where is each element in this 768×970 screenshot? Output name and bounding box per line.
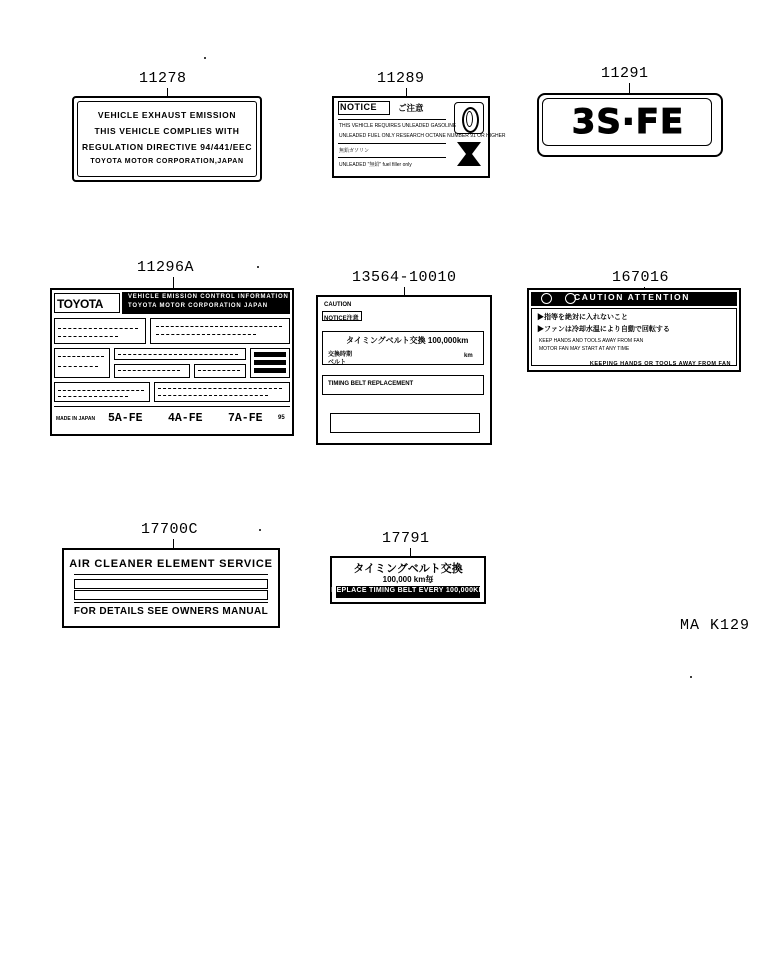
- hose-route: [58, 336, 118, 337]
- part-number-17700C: 17700C: [141, 521, 199, 538]
- label-17791-timing-belt[interactable]: [330, 556, 486, 604]
- barcode-block: [254, 368, 286, 373]
- toyota-brand-text: TOYOTA: [57, 297, 103, 311]
- footer-divider: [54, 406, 290, 407]
- diagram-cell: [150, 318, 290, 344]
- service-row: [74, 590, 268, 600]
- label-text-timing: 交換時期: [328, 352, 353, 358]
- engine-code-7afe: 7A-FE: [228, 412, 263, 425]
- notice-heading: NOTICE: [340, 102, 378, 112]
- timing-belt-title-jp: タイミングベルト交換: [353, 563, 463, 575]
- leader-line-11296A: [173, 277, 174, 288]
- part-number-11296A: 11296A: [137, 259, 195, 276]
- footer-text: KEEPING HANDS OR TOOLS AWAY FROM FAN: [589, 361, 731, 367]
- made-in-japan-text: MADE IN JAPAN: [56, 416, 96, 422]
- label-text-km: km: [464, 353, 473, 359]
- hose-route: [118, 354, 238, 355]
- diagram-cell: [194, 364, 246, 378]
- label-text-notice: NOTICE注意: [324, 316, 359, 322]
- fuel-cap-icon: [454, 102, 484, 134]
- part-number-13564-10010: 13564-10010: [352, 269, 457, 286]
- divider: [338, 119, 446, 120]
- barcode-block: [254, 360, 286, 365]
- timing-belt-distance: 100,000 km毎: [382, 575, 434, 584]
- label-text-line-1: VEHICLE EXHAUST EMISSION: [97, 110, 237, 120]
- year-code: 95: [278, 415, 285, 421]
- emblem-11291-3sfe[interactable]: [537, 93, 719, 153]
- diagram-cell: [54, 382, 150, 402]
- label-text-caution: CAUTION: [324, 302, 352, 308]
- label-text-belt: ベルト: [328, 360, 347, 366]
- divider: [338, 157, 446, 158]
- diagram-cell: [154, 382, 290, 402]
- notice-line-5: UNLEADED "無鉛" fuel filler only: [339, 162, 412, 168]
- caution-line-en-1: KEEP HANDS AND TOOLS AWAY FROM FAN: [539, 338, 644, 344]
- part-number-17791: 17791: [382, 530, 430, 547]
- air-cleaner-footer: FOR DETAILS SEE OWNERS MANUAL: [73, 606, 269, 617]
- speckle: [690, 676, 692, 678]
- speckle: [257, 266, 259, 268]
- leader-line-17791: [410, 548, 411, 556]
- no-leaded-fuel-icon: [454, 138, 482, 170]
- label-text-line-3: REGULATION DIRECTIVE 94/441/EEC: [82, 142, 252, 152]
- caution-line-jp-1: ▶指等を絶対に入れないこと: [537, 314, 628, 321]
- label-13564-timing-belt[interactable]: [316, 295, 492, 445]
- hose-route: [198, 370, 240, 371]
- divider: [74, 574, 268, 575]
- air-cleaner-title: AIR CLEANER ELEMENT SERVICE: [69, 558, 273, 570]
- sub-box-bottom: [330, 413, 480, 433]
- divider: [338, 143, 446, 144]
- divider: [74, 602, 268, 603]
- label-text-interval-jp: タイミングベルト交換 100,000km: [346, 336, 469, 345]
- part-number-11289: 11289: [377, 70, 425, 87]
- hose-route: [158, 388, 282, 389]
- label-17700C-air-cleaner[interactable]: [62, 548, 280, 628]
- speckle: [259, 529, 261, 531]
- hose-route: [58, 390, 144, 391]
- hose-route: [156, 326, 282, 327]
- header-text: CAUTION ATTENTION: [574, 292, 690, 302]
- part-number-167016: 167016: [612, 269, 670, 286]
- notice-heading-jp: ご注意: [398, 103, 424, 113]
- label-11289-notice[interactable]: [332, 96, 506, 178]
- header-line-1: VEHICLE EMISSION CONTROL INFORMATION: [128, 294, 289, 300]
- speckle: [204, 57, 206, 59]
- label-11278-emission[interactable]: [72, 96, 262, 182]
- part-number-11278: 11278: [139, 70, 187, 87]
- label-text-timing-belt-en: TIMING BELT REPLACEMENT: [328, 381, 414, 387]
- header-line-2: TOYOTA MOTOR CORPORATION JAPAN: [128, 303, 268, 309]
- notice-line-1: THIS VEHICLE REQUIRES UNLEADED GASOLINE: [339, 123, 457, 129]
- hose-route: [118, 370, 180, 371]
- leader-line-11289: [406, 88, 407, 96]
- hose-route: [158, 395, 268, 396]
- caution-line-jp-2: ▶ファンは冷却水温により自動で回転する: [537, 326, 670, 333]
- hose-route: [58, 366, 98, 367]
- hose-route: [58, 328, 138, 329]
- diagram-code: MA K129: [679, 617, 750, 634]
- leader-line-11278: [167, 88, 168, 96]
- label-text-line-2: THIS VEHICLE COMPLIES WITH: [94, 126, 240, 136]
- label-11296A-vacuum-routing[interactable]: [50, 288, 294, 436]
- label-167016-fan-caution[interactable]: [527, 288, 741, 372]
- diagram-cell: [114, 364, 190, 378]
- part-number-11291: 11291: [601, 65, 649, 82]
- hose-route: [58, 396, 128, 397]
- barcode-block: [254, 352, 286, 357]
- engine-code-5afe: 5A-FE: [108, 412, 143, 425]
- emblem-text: 3S·FE: [571, 102, 685, 142]
- hose-route: [58, 356, 104, 357]
- timing-belt-title-en: REPLACE TIMING BELT EVERY 100,000KM: [331, 587, 485, 594]
- label-text-line-4: TOYOTA MOTOR CORPORATION,JAPAN: [90, 158, 244, 165]
- leader-line-13564: [404, 287, 405, 295]
- fuel-cap-ring-inner: [466, 111, 473, 127]
- diagram-cell: [54, 318, 146, 344]
- engine-code-4afe: 4A-FE: [168, 412, 203, 425]
- notice-line-2: UNLEADED FUEL ONLY RESEARCH OCTANE NUMBER 91 OR HIGHER: [339, 133, 506, 139]
- caution-line-en-2: MOTOR FAN MAY START AT ANY TIME: [539, 346, 630, 352]
- service-row: [74, 579, 268, 589]
- notice-line-3: 無鉛ガソリン: [339, 148, 370, 154]
- leader-line-11291: [629, 83, 630, 93]
- diagram-cell: [54, 348, 110, 378]
- hose-route: [156, 334, 256, 335]
- no-leaded-fuel-glyph: [454, 138, 484, 170]
- leader-line-17700C: [173, 539, 174, 548]
